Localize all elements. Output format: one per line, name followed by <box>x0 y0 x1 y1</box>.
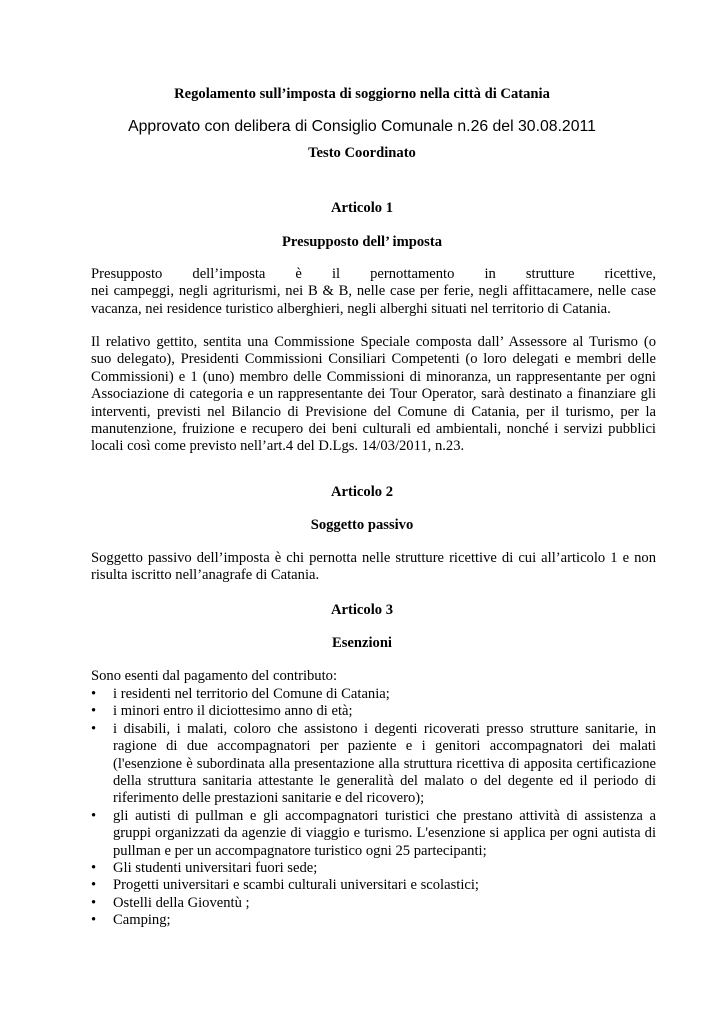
text-line: gli autisti di pullman e gli accompagnatori turistici che prestano attività di assistenza a <box>113 807 656 824</box>
article-2-heading: Soggetto passivo <box>310 517 414 533</box>
article-1-heading: Presupposto dell’ imposta <box>281 234 442 250</box>
article-1-number: Articolo 1 <box>330 200 393 216</box>
article-3-number: Articolo 3 <box>330 602 393 618</box>
article-1-paragraph-2 <box>91 334 656 456</box>
text-line: (l'esenzione è subordinata alla presentazione alla struttura ricettiva di apposita certificazione <box>113 755 656 772</box>
bullet-icon: • <box>91 686 97 702</box>
bullet-icon: • <box>91 894 97 911</box>
text-line: nei campeggi, negli agriturismi, nei B & B, nelle case per ferie, negli affittacamere, nelle case <box>91 283 656 300</box>
exemptions-list <box>91 686 656 930</box>
list-item <box>91 703 656 720</box>
list-item <box>91 686 656 703</box>
text-line: riferimento delle prestazioni sanitarie e del ricovero); <box>113 790 425 807</box>
text-line: vacanza, nei residence turistico alberghieri, negli alberghi situati nel territorio di Catania. <box>91 300 611 317</box>
document-title: Regolamento sull’imposta di soggiorno nella città di Catania <box>174 86 550 102</box>
list-item <box>91 721 656 808</box>
bullet-icon: • <box>91 912 97 929</box>
text-line: Gli studenti universitari fuori sede; <box>113 860 318 877</box>
bullet-icon: • <box>91 720 97 737</box>
text-line: della struttura sanitaria attestante le generalità del malato o del degente ed il periodo di <box>113 773 656 790</box>
list-item <box>91 895 656 912</box>
text-line: pullman e per un accompagnatore turistico ogni 25 partecipanti; <box>113 842 487 859</box>
text-line: gruppi organizzati da agenzie di viaggio e turismo. L'esenzione si applica per ogni autista di <box>113 825 656 842</box>
text-line: Associazione di categoria e un rappresentante dei Tour Operator, sarà destinato a finanziare gli <box>91 386 656 403</box>
approval-line: Approvato con delibera di Consiglio Comunale n.26 del 30.08.2011 <box>128 118 596 135</box>
text-line: locali così come previsto nell’art.4 del D.Lgs. 14/03/2011, n.23. <box>91 438 465 455</box>
bullet-icon: • <box>91 877 97 894</box>
text-line: interventi, previsti nel Bilancio di Previsione del Comune di Catania, per il turismo, per la <box>91 403 656 420</box>
text-line: i disabili, i malati, coloro che assistono i degenti ricoverati presso strutture sanitarie, in <box>113 720 656 737</box>
coordinated-text-label: Testo Coordinato <box>308 145 416 161</box>
bullet-icon: • <box>91 807 97 824</box>
text-line: Il relativo gettito, sentita una Commissione Speciale composta dall’ Assessore al Turismo (o <box>91 334 656 350</box>
list-item <box>91 808 656 860</box>
text-line: i residenti nel territorio del Comune di Catania; <box>113 686 390 702</box>
text-line: i minori entro il diciottesimo anno di età; <box>113 703 353 720</box>
text-line: Progetti universitari e scambi culturali universitari e scolastici; <box>113 877 479 894</box>
text-line: ragione di due accompagnatori per paziente e i genitori accompagnatori dei malati <box>113 738 656 755</box>
exemptions-intro: Sono esenti dal pagamento del contributo: <box>91 668 338 684</box>
text-line: Presupposto dell’imposta è il pernottamento in strutture ricettive, <box>91 266 656 282</box>
bullet-icon: • <box>91 860 97 877</box>
text-line: Camping; <box>113 912 171 929</box>
text-line: risulta iscritto nell’anagrafe di Catania. <box>91 567 320 584</box>
bullet-icon: • <box>91 703 97 720</box>
text-line: suo delegato), Presidenti Commissioni Consiliari Competenti (o loro delegati e membri delle <box>91 351 656 368</box>
text-line: manutenzione, fruizione e recupero dei beni culturali ed ambientali, nonché i servizi pubblici <box>91 421 656 438</box>
list-item <box>91 912 656 929</box>
list-item <box>91 877 656 894</box>
article-2-number: Articolo 2 <box>330 484 393 500</box>
list-item <box>91 860 656 877</box>
text-line: Commissioni) e 1 (uno) membro delle Commissioni di minoranza, un rappresentante per ogni <box>91 368 656 385</box>
article-2-paragraph-1 <box>91 550 656 585</box>
article-3-heading: Esenzioni <box>331 635 392 651</box>
text-line: Soggetto passivo dell’imposta è chi pernotta nelle strutture ricettive di cui all’articolo 1 e non <box>91 550 656 566</box>
article-1-paragraph-1 <box>91 266 656 318</box>
text-line: Ostelli della Gioventù ; <box>113 894 250 911</box>
